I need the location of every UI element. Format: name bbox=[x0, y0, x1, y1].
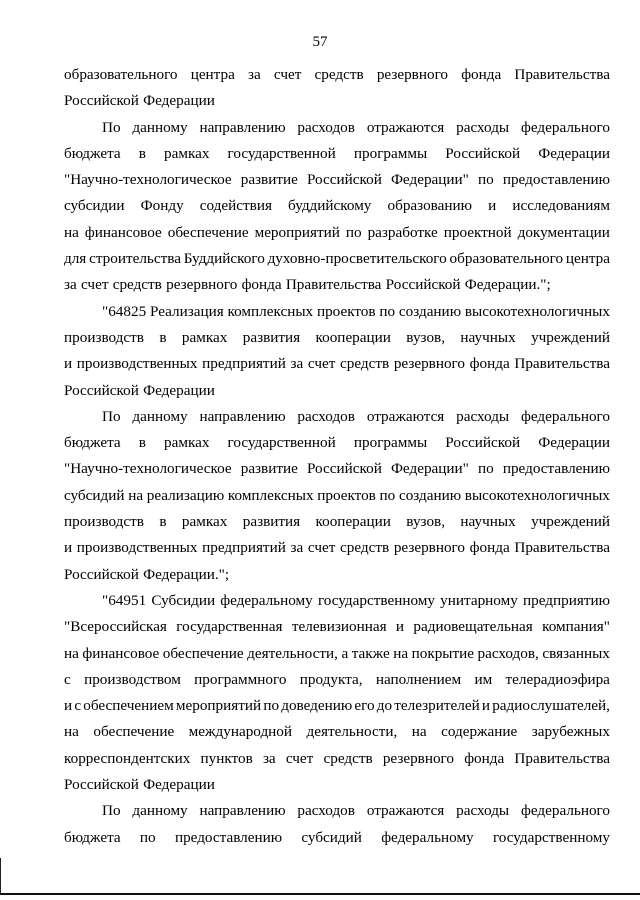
scan-bottom-border bbox=[0, 893, 640, 895]
paragraph bbox=[64, 299, 610, 404]
text-line: По данному направлению расходов отражаются расходы федерального bbox=[102, 802, 610, 820]
text-line: производств в рамках развития кооперации вузов, научных учреждений bbox=[64, 513, 610, 531]
text-line: Российской Федерации bbox=[64, 776, 215, 794]
paragraph bbox=[64, 62, 610, 115]
text-line: на обеспечение международной деятельности, на содержание зарубежных bbox=[64, 723, 610, 741]
text-line: бюджета в рамках государственной программы Российской Федерации bbox=[64, 144, 610, 162]
text-line: "64825 Реализация комплексных проектов по созданию высокотехнологичных bbox=[102, 302, 610, 320]
text-line: и с обеспечением мероприятий по доведению его до телезрителей и радиослушателей, bbox=[64, 697, 610, 715]
text-line: Российской Федерации."; bbox=[64, 565, 230, 583]
paragraph bbox=[64, 798, 610, 851]
page-number: 57 bbox=[312, 34, 328, 50]
text-line: "Всероссийская государственная телевизионная и радиовещательная компания" bbox=[64, 618, 610, 636]
paragraph bbox=[64, 115, 610, 299]
text-line: субсидий на реализацию комплексных проектов по созданию высокотехнологичных bbox=[64, 486, 610, 504]
text-line: и производственных предприятий за счет средств резервного фонда Правительства bbox=[64, 355, 610, 373]
text-line: По данному направлению расходов отражаются расходы федерального bbox=[102, 118, 610, 136]
text-line: с производством программного продукта, наполнением им телерадиоэфира bbox=[64, 670, 610, 688]
text-line: бюджета в рамках государственной программы Российской Федерации bbox=[64, 434, 610, 452]
scan-edge-line bbox=[0, 858, 1, 895]
text-line: и производственных предприятий за счет средств резервного фонда Правительства bbox=[64, 539, 610, 557]
text-line: субсидии Фонду содействия буддийскому образованию и исследованиям bbox=[64, 197, 610, 215]
paragraph bbox=[64, 404, 610, 588]
text-line: за счет средств резервного фонда Правительства Российской Федерации."; bbox=[64, 276, 551, 294]
text-line: корреспондентских пунктов за счет средств резервного фонда Правительства bbox=[64, 749, 610, 767]
text-line: на финансовое обеспечение деятельности, а также на покрытие расходов, связанных bbox=[64, 644, 610, 662]
text-line: бюджета по предоставлению субсидий федеральному государственному bbox=[64, 828, 610, 846]
text-line: для строительства Буддийского духовно-просветительского образовательного центра bbox=[64, 250, 610, 268]
text-line: образовательного центра за счет средств резервного фонда Правительства bbox=[64, 66, 610, 83]
text-line: производств в рамках развития кооперации вузов, научных учреждений bbox=[64, 328, 610, 346]
text-line: Российской Федерации bbox=[64, 381, 215, 399]
text-line: "Научно-технологическое развитие Российской Федерации" по предоставлению bbox=[64, 171, 610, 189]
paragraph bbox=[64, 588, 610, 798]
text-line: "Научно-технологическое развитие Российской Федерации" по предоставлению bbox=[64, 460, 610, 478]
document-body bbox=[64, 62, 610, 851]
text-line: Российской Федерации bbox=[64, 92, 215, 110]
text-line: По данному направлению расходов отражаются расходы федерального bbox=[102, 407, 610, 425]
text-line: на финансовое обеспечение мероприятий по разработке проектной документации bbox=[64, 223, 610, 241]
text-line: "64951 Субсидии федеральному государственному унитарному предприятию bbox=[102, 591, 610, 609]
